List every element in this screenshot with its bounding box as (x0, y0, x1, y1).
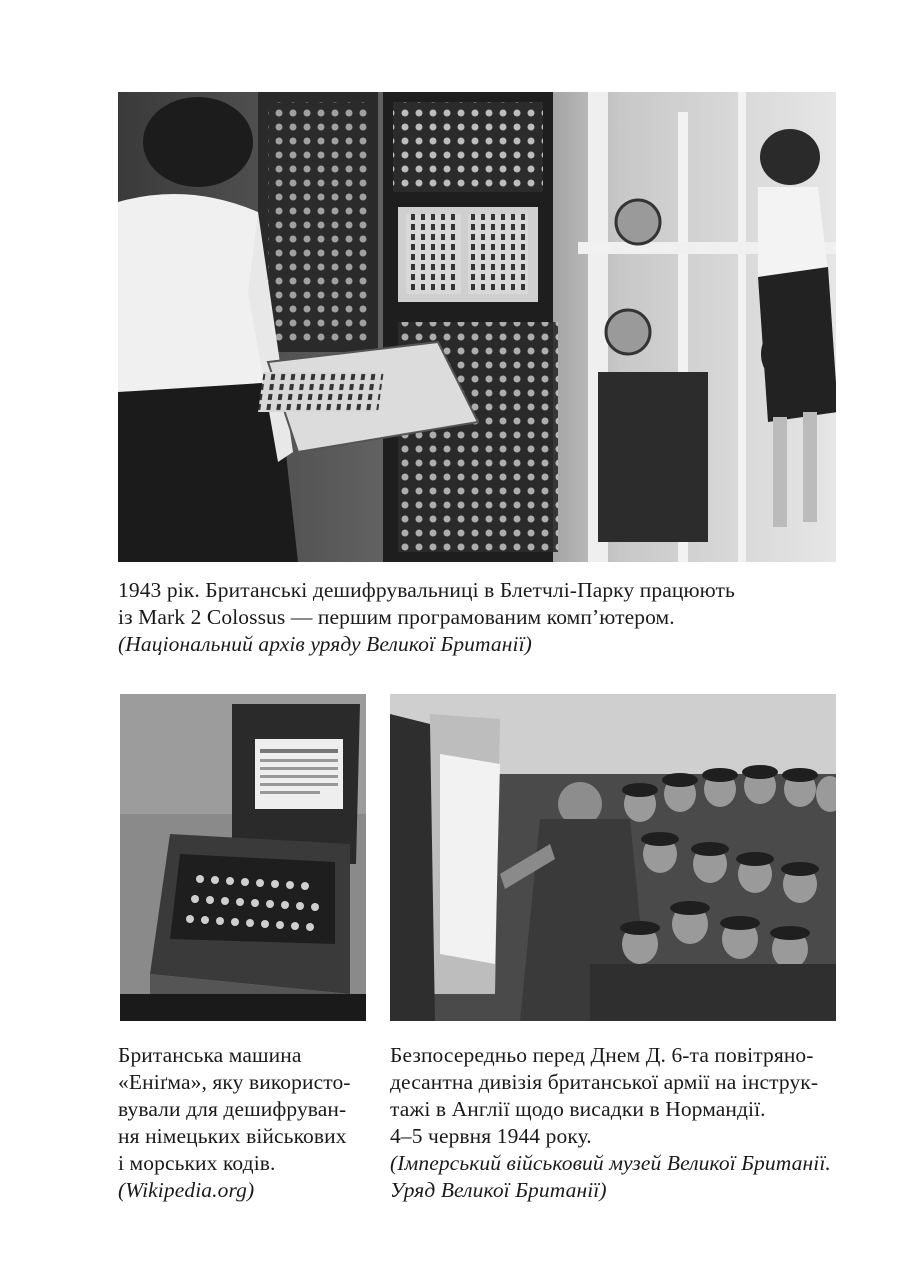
caption-source: (Імперський військовий музей Великої Британії. (390, 1151, 831, 1175)
soldiers-photo (390, 694, 836, 1021)
caption-line: із Mark 2 Colossus — першим програмованим комп’ютером. (118, 605, 675, 629)
enigma-caption (118, 1042, 351, 1204)
caption-line: і морських кодів. (118, 1151, 276, 1175)
soldiers-caption (390, 1042, 831, 1204)
caption-line: тажі в Англії щодо висадки в Нормандії. (390, 1097, 766, 1121)
caption-source: (Національний архів уряду Великої Британії) (118, 632, 532, 656)
caption-line: ня німецьких військових (118, 1124, 347, 1148)
caption-line: Безпосередньо перед Днем Д. 6-та повітряно- (390, 1043, 814, 1067)
caption-line: «Еніґма», яку використо- (118, 1070, 351, 1094)
caption-line: 1943 рік. Британські дешифрувальниці в Блетчлі-Парку працюють (118, 578, 735, 602)
caption-line: вували для дешифруван- (118, 1097, 347, 1121)
colossus-caption (118, 577, 735, 658)
caption-source: Уряд Великої Британії) (390, 1178, 607, 1202)
enigma-photo (120, 694, 366, 1021)
caption-line: Британська машина (118, 1043, 302, 1067)
caption-source: (Wikipedia.org) (118, 1178, 255, 1202)
colossus-photo (118, 92, 836, 562)
caption-line: 4–5 червня 1944 року. (390, 1124, 592, 1148)
caption-line: десантна дивізія британської армії на інструк- (390, 1070, 819, 1094)
